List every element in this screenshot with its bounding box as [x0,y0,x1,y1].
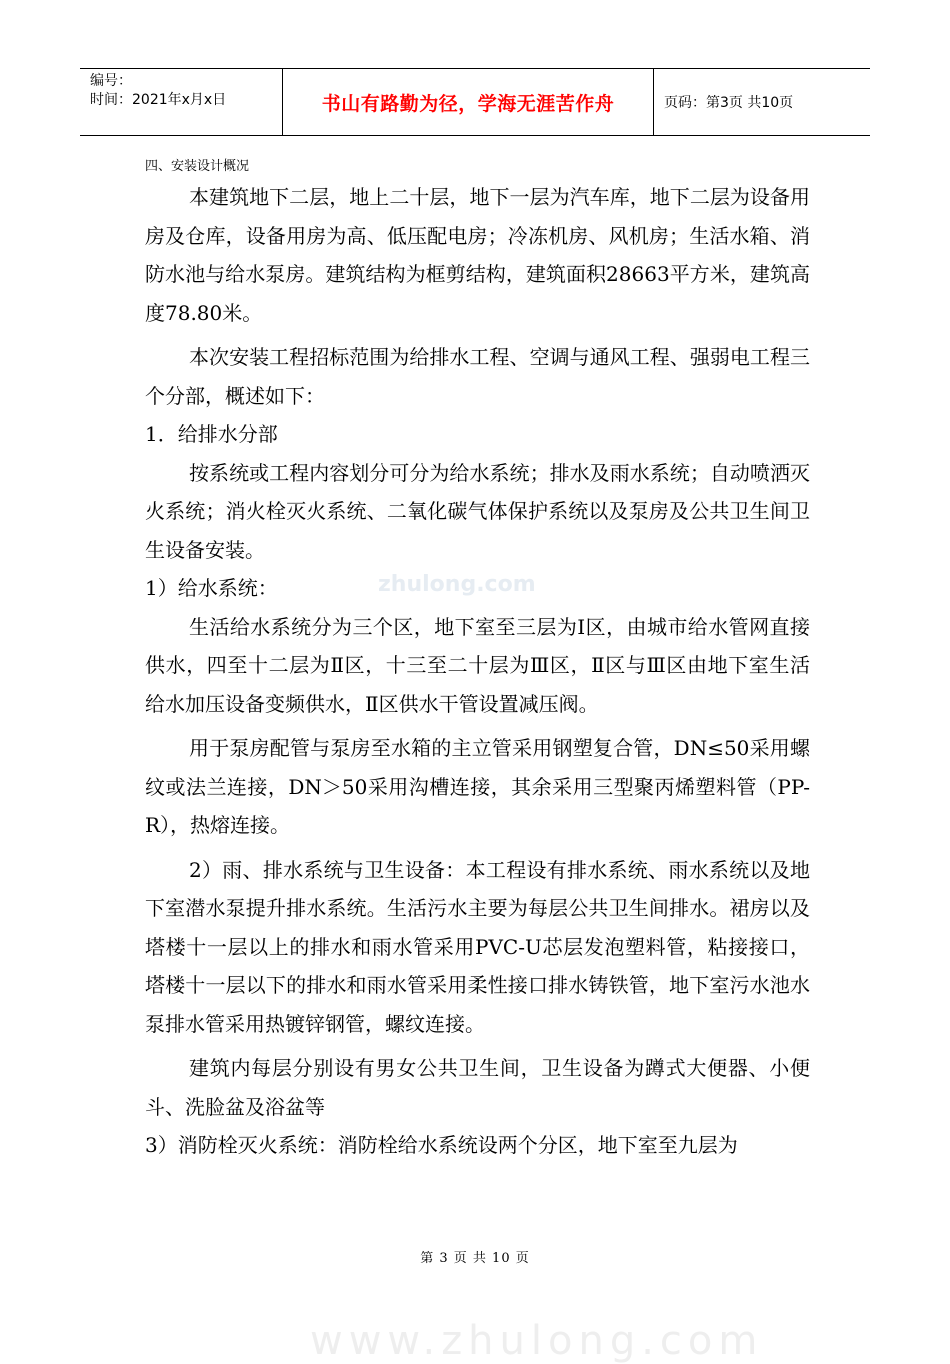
paragraph: 生活给水系统分为三个区，地下室至三层为Ⅰ区，由城市给水管网直接供水，四至十二层为Ⅱ区，十三至二十层为Ⅲ区，Ⅱ区与Ⅲ区由地下室生活给水加压设备变频供水，Ⅱ区供水干管设置减压阀。 [145,614,810,716]
paragraph: 3）消防栓灭火系统：消防栓给水系统设两个分区，地下室至九层为 [145,1133,738,1157]
page-footer: 第 3 页 共 10 页 [420,1251,530,1266]
watermark: zhulong.com [378,572,536,597]
section-title: 四、安装设计概况 [145,159,250,174]
paragraph: 用于泵房配管与泵房至水箱的主立管采用钢塑复合管，DN≤50采用螺纹或法兰连接，DN＞50采用沟槽连接，其余采用三型聚丙烯塑料管（PP-R），热熔连接。 [145,736,810,837]
paragraph: 2）雨、排水系统与卫生设备：本工程设有排水系统、雨水系统以及地下室潜水泵提升排水系统。生活污水主要为每层公共卫生间排水。裙房以及塔楼十一层以上的排水和雨水管采用PVC-U芯层发泡塑料管，粘接接口，塔楼十一层以下的排水和雨水管采用柔性接口排水铸铁管，地下室污水池水泵排水管采用热镀锌钢管，螺纹连接。 [145,857,810,1036]
time-label: 时间：2021年x月x日 [90,92,227,108]
paragraph: 按系统或工程内容划分可分为给水系统；排水及雨水系统；自动喷洒灭火系统；消火栓灭火系统、二氧化碳气体保护系统以及泵房及公共卫生间卫生设备安装。 [145,460,810,562]
header-motto: 书山有路勤为径，学海无涯苦作舟 [282,69,654,135]
page-header [80,68,870,136]
document-body [145,158,810,1165]
paragraph: 本建筑地下二层，地上二十层，地下一层为汽车库，地下二层为设备用房及仓库，设备用房为高、低压配电房；冷冻机房、风机房；生活水箱、消防水池与给水泵房。建筑结构为框剪结构，建筑面积28663平方米，建筑高度78.80米。 [145,185,810,325]
bottom-watermark: www.zhulong.com [310,1318,764,1364]
subheading: 1）给水系统： [145,576,278,600]
header-page-info: 页码：第3页 共10页 [664,95,794,111]
header-meta [80,69,282,135]
number-label: 编号： [90,73,132,89]
subheading: 1．给排水分部 [145,422,278,446]
paragraph: 本次安装工程招标范围为给排水工程、空调与通风工程、强弱电工程三个分部，概述如下： [145,345,810,408]
paragraph: 建筑内每层分别设有男女公共卫生间，卫生设备为蹲式大便器、小便斗、洗脸盆及浴盆等 [145,1056,810,1119]
